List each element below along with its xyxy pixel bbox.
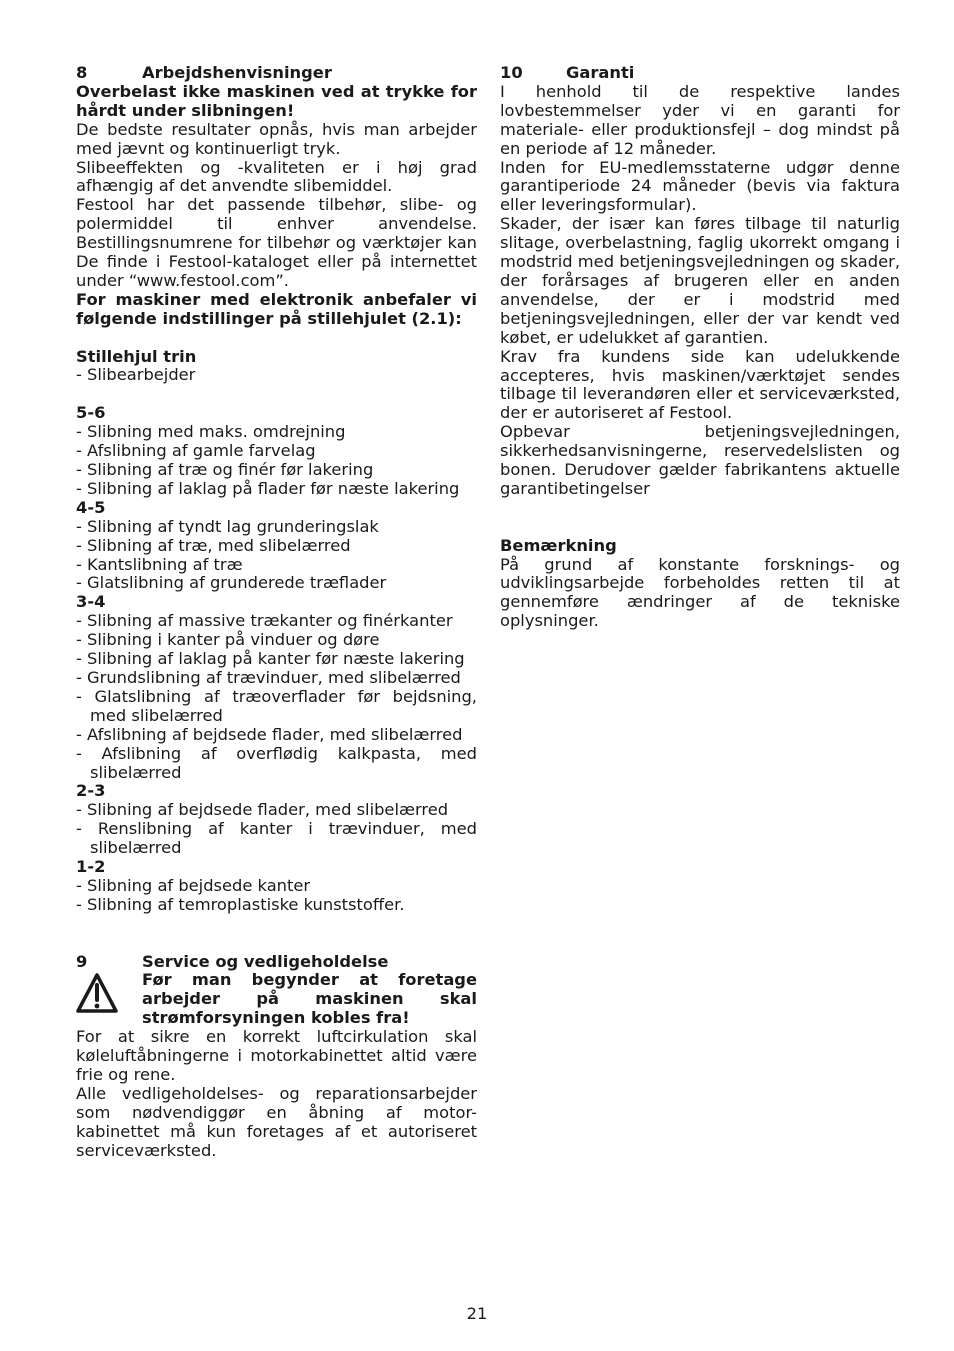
section-number: 8	[76, 63, 88, 82]
list-item: - Slibning af tyndt lag grunderingslak	[76, 516, 379, 536]
list-item: - Slibning af bejdsede flader, med slibelærred	[76, 800, 449, 820]
paragraph: Skader, der især kan føres tilbage til naturlig slitage, overbelastning, faglig ukorrekt omgang i modstrid med betjeningsvejledningen og skader, der forårsages af brugeren eller en anden anvendelse, der er i modstrid med betjeningsvejledningen, eller der var kendt ved købet, er udelukket af garantien.	[500, 214, 900, 347]
warning-triangle-icon	[76, 971, 142, 1028]
list-item: - Renslibning af kanter i trævinduer, med slibelærred	[76, 819, 477, 858]
settings-level: 3-4	[76, 592, 106, 612]
settings-level: 4-5	[76, 497, 106, 517]
section-title: Arbejdshenvisninger	[142, 63, 332, 82]
list-item: - Kantslibning af træ	[76, 554, 243, 574]
section-number: 10	[500, 63, 523, 82]
list-item: - Slibning af laklag på flader før næste lakering	[76, 478, 460, 498]
list-item: - Slibning med maks. omdrejning	[76, 422, 346, 442]
settings-level: 5-6	[76, 403, 106, 423]
settings-list	[76, 404, 477, 914]
settings-level: 2-3	[76, 781, 106, 801]
warning-text: Før man begynder at foretage arbejder på maskinen skal strømforsyningen kobles fra!	[142, 970, 477, 1028]
section-number: 9	[76, 951, 88, 971]
paragraph: Festool har det passende tilbehør, slibe- og polermiddel til enhver anvendelse. Bestillingsnumrene for tilbehør og værktøjer kan De finde i Festool-kataloget eller på internettet under “www.festool.com”.	[76, 195, 477, 290]
list-item: - Afslibning af gamle farvelag	[76, 441, 316, 461]
remark-heading: Bemærkning	[500, 535, 617, 555]
paragraph: Alle vedligeholdelses- og reparationsarbejder som nødvendiggør en åbning af motor-kabinettet må kun foretages af et autoriseret serviceværksted.	[76, 1083, 477, 1160]
paragraph: Slibeeffekten og -kvaliteten er i høj grad afhængig af det anvendte slibemiddel.	[76, 157, 477, 196]
page-number: 21	[466, 1304, 488, 1323]
paragraph: I henhold til de respektive landes lovbestemmelser yder vi en garanti for materiale- eller produktionsfejl – dog mindst på en periode af 12 måneder.	[500, 81, 900, 158]
list-item: - Glatslibning af grunderede træflader	[76, 573, 387, 593]
section-title: Garanti	[566, 63, 635, 82]
list-item: - Afslibning af bejdsede flader, med slibelærred	[76, 724, 463, 744]
safety-warning	[76, 971, 477, 1028]
list-item: - Slibning af træ og finér før lakering	[76, 460, 374, 479]
paragraph: Krav fra kundens side kan udelukkende accepteres, hvis maskinen/værktøjet sendes tilbage til leverandøren eller et serviceværksted, der er autoriseret af Festool.	[500, 346, 900, 423]
right-column	[500, 64, 900, 631]
paragraph: Inden for EU-medlemsstaterne udgør denne garantiperiode 24 måneder (bevis via faktura eller leveringsformular).	[500, 157, 900, 215]
paragraph: De bedste resultater opnås, hvis man arbejder med jævnt og kontinuerligt tryk.	[76, 119, 477, 158]
settings-level: 1-2	[76, 857, 106, 877]
section-10-heading	[500, 64, 900, 83]
recommendation-heading: For maskiner med elektronik anbefaler vi følgende indstillinger på stillehjulet (2.1):	[76, 289, 477, 328]
list-item: - Slibning af bejdsede kanter	[76, 875, 311, 895]
remark-text: På grund af konstante forsknings- og udviklingsarbejde forbeholdes retten til at gennemføre ændringer af de tekniske oplysninger.	[500, 554, 900, 631]
section-8-heading	[76, 64, 477, 83]
left-column	[76, 64, 477, 1161]
settings-subheading: - Slibearbejder	[76, 365, 196, 385]
list-item: - Slibning af laklag på kanter før næste lakering	[76, 649, 465, 669]
paragraph: Opbevar betjeningsvejledningen, sikkerhedsanvisningerne, reservedelslisten og bonen. Derudover gælder fabrikantens aktuelle garantibetingelser	[500, 422, 900, 498]
section-8-warning: Overbelast ikke maskinen ved at trykke for hårdt under slibningen!	[76, 81, 477, 120]
list-item: - Grundslibning af trævinduer, med slibelærred	[76, 667, 461, 687]
list-item: - Glatslibning af træoverflader før bejdsning, med slibelærred	[76, 686, 477, 725]
settings-heading: Stillehjul trin	[76, 346, 197, 366]
list-item: - Afslibning af overflødig kalkpasta, med slibelærred	[76, 743, 477, 782]
paragraph: For at sikre en korrekt luftcirkulation skal køleluftåbningerne i motorkabinettet altid være frie og rene.	[76, 1027, 477, 1084]
list-item: - Slibning af træ, med slibelærred	[76, 535, 351, 555]
list-item: - Slibning af temroplastiske kunststoffer.	[76, 894, 405, 914]
list-item: - Slibning af massive trækanter og finérkanter	[76, 611, 453, 631]
list-item: - Slibning i kanter på vinduer og døre	[76, 630, 380, 650]
section-title: Service og vedligeholdelse	[142, 951, 389, 971]
section-9-heading	[76, 953, 477, 972]
